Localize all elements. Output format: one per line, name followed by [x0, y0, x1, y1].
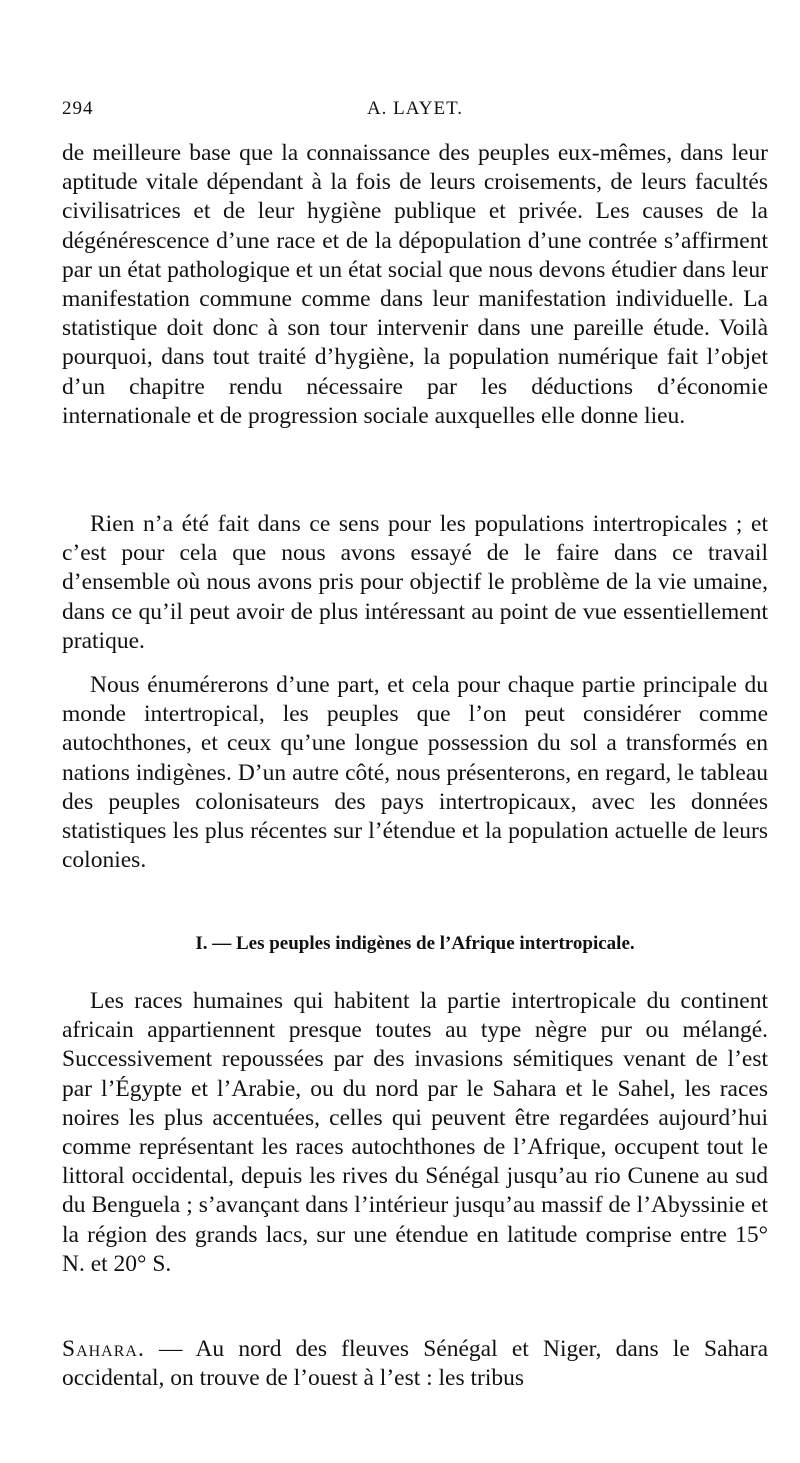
paragraph-5 [62, 1335, 768, 1393]
paragraph-5-text: — Au nord des fleuves Sénégal et Niger, dans le Sahara occidental, on trouve de l’ouest à l’est : les tribus [62, 1336, 768, 1392]
paragraph-4: Les races humaines qui habitent la partie intertropicale du continent africain appartiennent presque toutes au type nègre pur ou mélangé. Successivement repoussées par des invasions sémitiques venant de l’est par l’Égypte et l’Arabie, ou du nord par le Sahara et le Sahel, les races noires les plus accentuées, celles qui peuvent être regardées aujourd’hui comme représentant les races autochthones de l’Afrique, occupent tout le littoral occidental, depuis les rives du Sénégal jusqu’au rio Cunene au sud du Benguela ; s’avançant dans l’intérieur jusqu’au massif de l’Abyssinie et la région des grands lacs, sur une étendue en latitude comprise entre 15° N. et 20° S. [62, 988, 768, 1277]
paragraph-1: de meilleure base que la connaissance des peuples eux-mêmes, dans leur aptitude vitale dépendant à la fois de leurs croisements, de leurs facultés civilisatrices et de leur hygiène publique et privée. Les causes de la dégénérescence d’une race et de la dépopulation d’une contrée s’affirment par un état pathologique et un état social que nous devons étudier dans leur manifestation commune comme dans leur manifestation individuelle. La statistique doit donc à son tour intervenir dans une pareille étude. Voilà pourquoi, dans tout traité d’hygiène, la population numérique fait l’objet d’un chapitre rendu nécessaire par les déductions d’économie internationale et de progression sociale auxquelles elle donne lieu. [62, 140, 768, 429]
sahara-lead: Sahara. [62, 1336, 145, 1362]
paragraph-2: Rien n’a été fait dans ce sens pour les populations intertropicales ; et c’est pour cela que nous avons essayé de le faire dans ce travail d’ensemble où nous avons pris pour objectif le problème de la vie umaine, dans ce qu’il peut avoir de plus intéressant au point de vue essentiellement pratique. [62, 511, 768, 654]
section-heading: I. — Les peuples indigènes de l’Afrique intertropicale. [195, 933, 635, 954]
paragraph-3: Nous énumérerons d’une part, et cela pour chaque partie principale du monde intertropical, les peuples que l’on peut considérer comme autochthones, et ceux qu’une longue possession du sol a transformés en nations indigènes. D’un autre côté, nous présenterons, en regard, le tableau des peuples colonisateurs des pays intertropicaux, avec les données statistiques les plus récentes sur l’étendue et la population actuelle de leurs colonies. [62, 672, 768, 874]
page-header [62, 98, 768, 128]
page-number: 294 [62, 98, 94, 119]
running-head: A. LAYET. [366, 98, 464, 119]
